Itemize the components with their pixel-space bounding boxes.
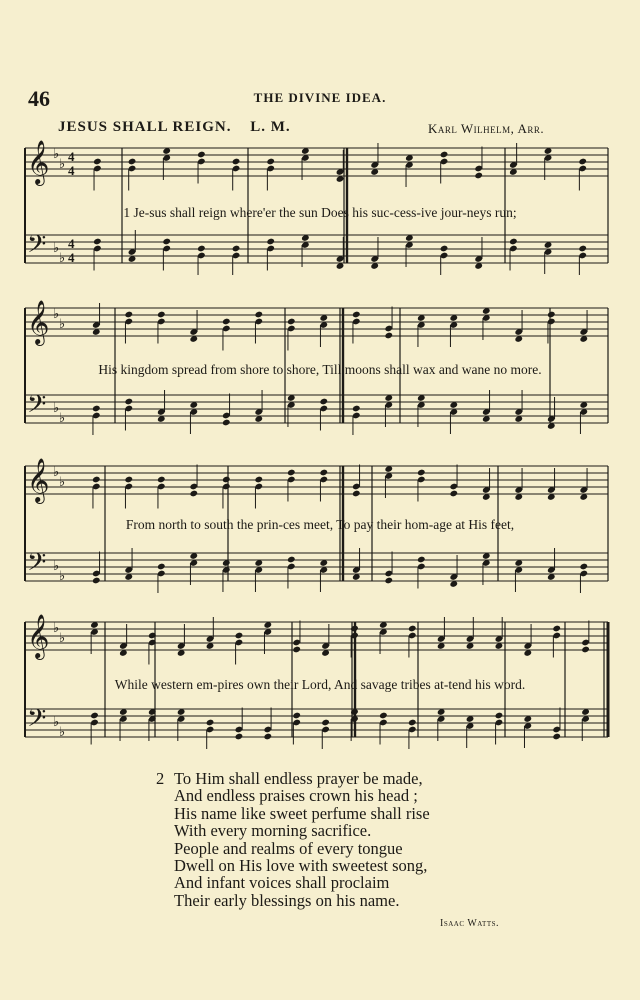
hymn-title-text: JESUS SHALL REIGN. — [58, 119, 232, 135]
stanza-number: 2 — [156, 769, 165, 788]
note-head — [162, 238, 171, 246]
stanza-lines — [174, 770, 430, 909]
music-system-4 — [0, 614, 640, 749]
note-head — [206, 719, 215, 727]
time-sig-top: 4 — [68, 236, 75, 251]
flat-sign: ♭ — [59, 251, 66, 266]
stanza-line: People and realms of every tongue — [174, 838, 403, 858]
flat-sign: ♭ — [59, 631, 66, 646]
note-head — [319, 398, 328, 406]
note-head — [579, 563, 588, 571]
stanza-line: Dwell on His love with sweetest song, — [174, 856, 428, 876]
flat-sign: ♭ — [53, 715, 60, 730]
note-head — [93, 238, 102, 246]
flat-sign: ♭ — [59, 475, 66, 490]
treble-clef: 𝄞 — [27, 614, 50, 658]
note-head — [352, 311, 361, 319]
note-head — [254, 476, 263, 484]
stanza-line: His name like sweet perfume shall rise — [174, 803, 430, 823]
note-head — [124, 476, 133, 484]
note-head — [408, 719, 417, 727]
note-head — [222, 476, 231, 484]
treble-clef: 𝄞 — [27, 140, 50, 184]
stanza-line: With every morning sacrifice. — [174, 821, 372, 841]
note-head — [92, 577, 101, 585]
stanza-line: And endless praises crown his head ; — [174, 786, 418, 806]
flat-sign: ♭ — [53, 147, 60, 162]
treble-clef: 𝄞 — [27, 458, 50, 502]
flat-sign: ♭ — [59, 157, 66, 172]
stanza-line: And infant voices shall proclaim — [174, 873, 390, 893]
hymn-title — [58, 119, 291, 136]
time-sig-top: 4 — [68, 149, 75, 164]
note-head — [509, 238, 518, 246]
note-head — [92, 476, 101, 484]
flat-sign: ♭ — [53, 559, 60, 574]
time-sig-bottom: 4 — [68, 250, 75, 265]
note-head — [578, 158, 587, 166]
note-head — [222, 419, 231, 427]
note-head — [189, 490, 198, 498]
note-head — [235, 632, 244, 640]
note-head — [321, 719, 330, 727]
note-head — [263, 733, 272, 741]
flat-sign: ♭ — [53, 621, 60, 636]
composer-credit: Karl Wilhelm, Arr. — [428, 121, 545, 136]
flat-sign: ♭ — [59, 317, 66, 332]
flat-sign: ♭ — [53, 401, 60, 416]
note-head — [124, 311, 133, 319]
note-head — [352, 490, 361, 498]
music-system-1 — [0, 140, 640, 275]
hymn-meter: L. M. — [250, 119, 291, 135]
stanza-line: Their early blessings on his name. — [174, 890, 400, 910]
note-head — [266, 238, 275, 246]
stanza-2 — [158, 770, 430, 909]
note-head — [440, 245, 449, 253]
note-head — [287, 469, 296, 477]
note-head — [93, 158, 102, 166]
note-head — [232, 245, 241, 253]
flat-sign: ♭ — [53, 307, 60, 322]
note-head — [292, 712, 301, 720]
note-head — [197, 151, 206, 159]
flat-sign: ♭ — [59, 725, 66, 740]
note-head — [547, 311, 556, 319]
lyric-line-2: His kingdom spread from shore to shore, Till moons shall wax and wane no more. — [98, 362, 542, 377]
note-head — [417, 469, 426, 477]
lyric-line-1: 1 Je-sus shall reign where'er the sun Does his suc-cess-ive jour-neys run; — [123, 205, 517, 220]
note-head — [408, 625, 417, 633]
stanza-line: To Him shall endless prayer be made, — [174, 769, 423, 788]
note-head — [379, 712, 388, 720]
note-head — [92, 405, 101, 413]
bass-clef: 𝄢 — [27, 548, 47, 583]
note-head — [384, 332, 393, 340]
lyric-line-4: While western em-pires own their Lord, And savage tribes at-tend his word. — [114, 677, 526, 692]
flat-sign: ♭ — [59, 411, 66, 426]
note-head — [581, 646, 590, 654]
lyric-line-3: From north to south the prin-ces meet, To pay their hom-age at His feet, — [125, 517, 515, 532]
note-head — [157, 476, 166, 484]
note-head — [124, 398, 133, 406]
note-head — [417, 556, 426, 564]
note-head — [495, 712, 504, 720]
bass-clef: 𝄢 — [27, 230, 47, 265]
bass-clef: 𝄢 — [27, 704, 47, 739]
note-head — [287, 318, 296, 326]
note-head — [578, 245, 587, 253]
time-sig-bottom: 4 — [68, 163, 75, 178]
note-head — [157, 311, 166, 319]
note-head — [384, 577, 393, 585]
bass-clef: 𝄢 — [27, 390, 47, 425]
music-system-3 — [0, 458, 640, 593]
flat-sign: ♭ — [59, 569, 66, 584]
treble-clef: 𝄞 — [27, 300, 50, 344]
note-head — [352, 405, 361, 413]
note-head — [292, 646, 301, 654]
note-head — [157, 563, 166, 571]
music-system-2 — [0, 300, 640, 435]
note-head — [552, 625, 561, 633]
author-credit: Isaac Watts. — [440, 918, 499, 929]
note-head — [266, 158, 275, 166]
note-head — [287, 556, 296, 564]
note-head — [128, 158, 137, 166]
note-head — [222, 318, 231, 326]
note-head — [90, 712, 99, 720]
note-head — [197, 245, 206, 253]
running-head: THE DIVINE IDEA. — [253, 90, 387, 105]
note-head — [254, 311, 263, 319]
flat-sign: ♭ — [53, 465, 60, 480]
flat-sign: ♭ — [53, 241, 60, 256]
note-head — [232, 158, 241, 166]
note-head — [319, 469, 328, 477]
note-head — [440, 151, 449, 159]
note-head — [449, 490, 458, 498]
note-head — [235, 733, 244, 741]
page-number: 46 — [28, 86, 50, 111]
note-head — [474, 172, 483, 180]
note-head — [552, 733, 561, 741]
